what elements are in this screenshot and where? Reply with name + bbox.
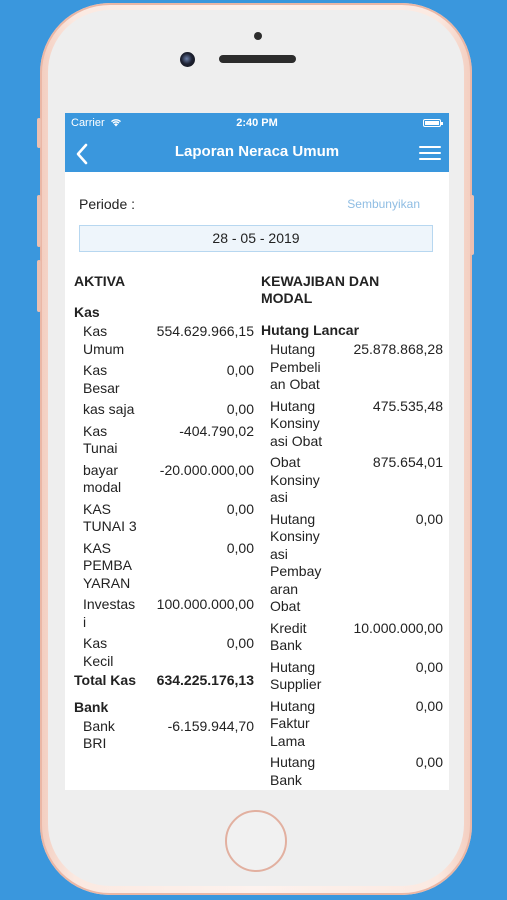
account-value: 0,00 [226,539,254,556]
volume-down-button [37,260,41,312]
hamburger-menu-icon[interactable] [419,146,441,161]
account-name: Hutang Bank [270,754,316,788]
list-item [74,401,254,419]
account-name: kas saja [83,401,135,417]
total-kas-value: 634.225.176,13 [156,672,254,688]
total-kas-label: Total Kas [74,672,136,688]
account-value: 0,00 [415,510,443,527]
app-screen [65,113,449,790]
front-camera [180,52,195,67]
account-name: Kas Besar [83,362,120,396]
account-name: Hutang Faktur Lama [270,697,316,749]
aktiva-column [74,270,254,753]
account-value: 0,00 [226,500,254,517]
carrier-label: Carrier [71,117,122,129]
battery-icon [423,119,441,127]
list-item [74,540,254,593]
periode-label: Periode : [79,196,136,212]
list-item [261,341,443,394]
list-item [74,501,254,536]
account-value: 475.535,48 [372,397,443,414]
bank-header: Bank [74,698,109,715]
account-name: Kredit Bank [270,619,307,653]
volume-up-button [37,195,41,247]
list-item [261,454,443,507]
list-item [261,511,443,616]
account-name: KAS PEMBA YARAN [83,539,132,591]
account-name: Hutang Supplier [270,658,322,692]
date-field[interactable]: 28 - 05 - 2019 [79,225,433,252]
list-item [74,596,254,631]
account-value: 0,00 [226,362,254,378]
list-item [261,659,443,694]
periode-row [65,172,449,226]
kas-header: Kas [74,304,100,320]
account-value: 554.629.966,15 [156,323,254,339]
earpiece-speaker [219,55,296,63]
kas-list [74,323,254,670]
account-name: Kas Tunai [83,422,118,456]
list-item [261,620,443,655]
list-item [74,362,254,397]
list-item [74,635,254,670]
list-item [74,423,254,458]
account-value: 0,00 [226,635,254,651]
list-item [74,718,254,753]
account-name: Bank BRI [83,717,115,751]
home-button[interactable] [225,810,287,872]
account-name: Kas Umum [83,323,125,357]
account-value: 100.000.000,00 [156,596,254,612]
nav-bar [65,133,449,172]
account-value: 875.654,01 [372,454,443,470]
kewajiban-column [261,270,443,789]
list-item [261,398,443,451]
account-value: 0,00 [415,754,443,770]
account-value: -404.790,02 [179,422,254,439]
account-name: Obat Konsiny asi [270,454,320,505]
account-name: Hutang Konsiny asi Pembay aran Obat [270,510,322,614]
page-title: Laporan Neraca Umum [174,143,340,160]
aktiva-header: AKTIVA [74,273,126,289]
hide-filter-link[interactable]: Sembunyikan [347,197,420,211]
account-name: Hutang Pembeli an Obat [270,341,321,392]
hutang-lancar-header: Hutang Lancar [261,322,360,338]
account-value: 0,00 [415,658,443,675]
kewajiban-header: KEWAJIBAN DAN MODAL [261,273,380,306]
status-time: 2:40 PM [236,117,278,129]
power-button [470,195,474,255]
account-name: KAS TUNAI 3 [83,500,137,534]
account-name: Hutang Konsiny asi Obat [270,397,323,449]
list-item [261,754,443,789]
proximity-sensor [254,32,262,40]
mute-switch [37,118,41,148]
account-value: 0,00 [226,401,254,417]
list-item [74,323,254,358]
total-kas-row [74,672,254,690]
account-value: -6.159.944,70 [167,717,254,734]
account-name: bayar modal [83,461,122,495]
account-value: 10.000.000,00 [353,619,443,636]
report-content [65,172,449,226]
account-name: Kas Kecil [83,635,114,669]
list-item [261,698,443,751]
account-value: 25.878.868,28 [353,341,443,357]
list-item [74,462,254,497]
account-value: 0,00 [415,697,443,714]
account-name: Investas i [83,596,136,630]
bank-list [74,718,254,753]
hutang-list [261,341,443,789]
status-bar [65,113,449,133]
account-value: -20.000.000,00 [159,461,254,478]
